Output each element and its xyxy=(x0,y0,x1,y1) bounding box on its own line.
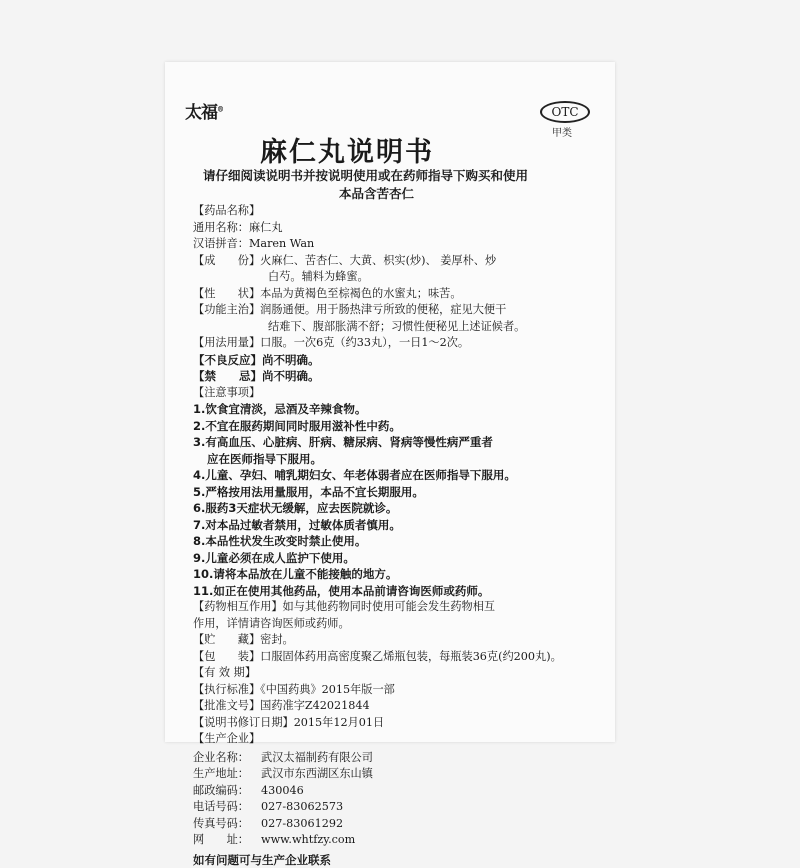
website: 网 址： www.whtfzy.com xyxy=(193,832,598,849)
manufacturer-header: 【生产企业】 xyxy=(193,731,598,748)
precaution-item: 4.儿童、孕妇、哺乳期妇女、年老体弱者应在医师指导下服用。 xyxy=(193,467,598,484)
precaution-item: 8.本品性状发生改变时禁止使用。 xyxy=(193,533,598,550)
precaution-item: 11.如正在使用其他药品，使用本品前请咨询医师或药师。 xyxy=(193,583,598,600)
brand-logo: 太福® xyxy=(185,98,223,123)
storage: 【贮 藏】密封。 xyxy=(193,632,598,649)
standard: 【执行标准】《中国药典》2015年版一部 xyxy=(193,682,598,699)
leaflet-content xyxy=(193,203,598,868)
category-label: 甲类 xyxy=(552,124,572,139)
precaution-item: 6.服药3天症状无缓解，应去医院就诊。 xyxy=(193,500,598,517)
ingredients-line-2: 白芍。辅料为蜂蜜。 xyxy=(193,269,598,286)
otc-badge: OTC xyxy=(540,101,590,123)
company-name: 企业名称： 武汉太福制药有限公司 xyxy=(193,750,598,767)
revision-date: 【说明书修订日期】2015年12月01日 xyxy=(193,715,598,732)
subtitle-instruction: 请仔细阅读说明书并按说明使用或在药师指导下购买和使用 xyxy=(203,166,528,184)
precaution-item: 3.有高血压、心脏病、肝病、糖尿病、肾病等慢性病严重者 xyxy=(193,434,598,451)
phone-number: 电话号码： 027-83062573 xyxy=(193,799,598,816)
contraindications: 【禁 忌】尚不明确。 xyxy=(193,368,598,385)
precaution-item: 7.对本品过敏者禁用，过敏体质者慎用。 xyxy=(193,517,598,534)
indication-line-2: 结难下、腹部胀满不舒；习惯性便秘见上述证候者。 xyxy=(193,319,598,336)
ingredients-line-1: 【成 份】火麻仁、苦杏仁、大黄、枳实(炒)、 姜厚朴、炒 xyxy=(193,253,598,270)
indication-line-1: 【功能主治】润肠通便。用于肠热津亏所致的便秘，症见大便干 xyxy=(193,302,598,319)
approval-number: 【批准文号】国药准字Z42021844 xyxy=(193,698,598,715)
interaction-line-2: 作用，详情请咨询医师或药师。 xyxy=(193,616,598,633)
footer-contact-note: 如有问题可与生产企业联系 xyxy=(193,852,598,868)
precaution-item: 5.严格按用法用量服用，本品不宜长期服用。 xyxy=(193,484,598,501)
postcode: 邮政编码： 430046 xyxy=(193,783,598,800)
page-title: 麻仁丸说明书 xyxy=(260,130,434,169)
subtitle-warning: 本品含苦杏仁 xyxy=(339,184,414,202)
validity: 【有 效 期】 xyxy=(193,665,598,682)
package: 【包 装】口服固体药用高密度聚乙烯瓶包装，每瓶装36克(约200丸)。 xyxy=(193,649,598,666)
appearance: 【性 状】本品为黄褐色至棕褐色的水蜜丸；味苦。 xyxy=(193,286,598,303)
adverse-reactions: 【不良反应】尚不明确。 xyxy=(193,352,598,369)
production-address: 生产地址： 武汉市东西湖区东山镇 xyxy=(193,766,598,783)
precaution-item: 1.饮食宜清淡，忌酒及辛辣食物。 xyxy=(193,401,598,418)
dosage: 【用法用量】口服。一次6克（约33丸），一日1～2次。 xyxy=(193,335,598,352)
pinyin-name: 汉语拼音：Maren Wan xyxy=(193,236,598,253)
precaution-item: 10.请将本品放在儿童不能接触的地方。 xyxy=(193,566,598,583)
precaution-item: 9.儿童必须在成人监护下使用。 xyxy=(193,550,598,567)
precaution-item: 2.不宜在服药期间同时服用滋补性中药。 xyxy=(193,418,598,435)
generic-name: 通用名称：麻仁丸 xyxy=(193,220,598,237)
precautions-header: 【注意事项】 xyxy=(193,385,598,402)
precaution-item: 应在医师指导下服用。 xyxy=(193,451,598,468)
drug-name-header: 【药品名称】 xyxy=(193,203,598,220)
fax-number: 传真号码： 027-83061292 xyxy=(193,816,598,833)
interaction-line-1: 【药物相互作用】如与其他药物同时使用可能会发生药物相互 xyxy=(193,599,598,616)
